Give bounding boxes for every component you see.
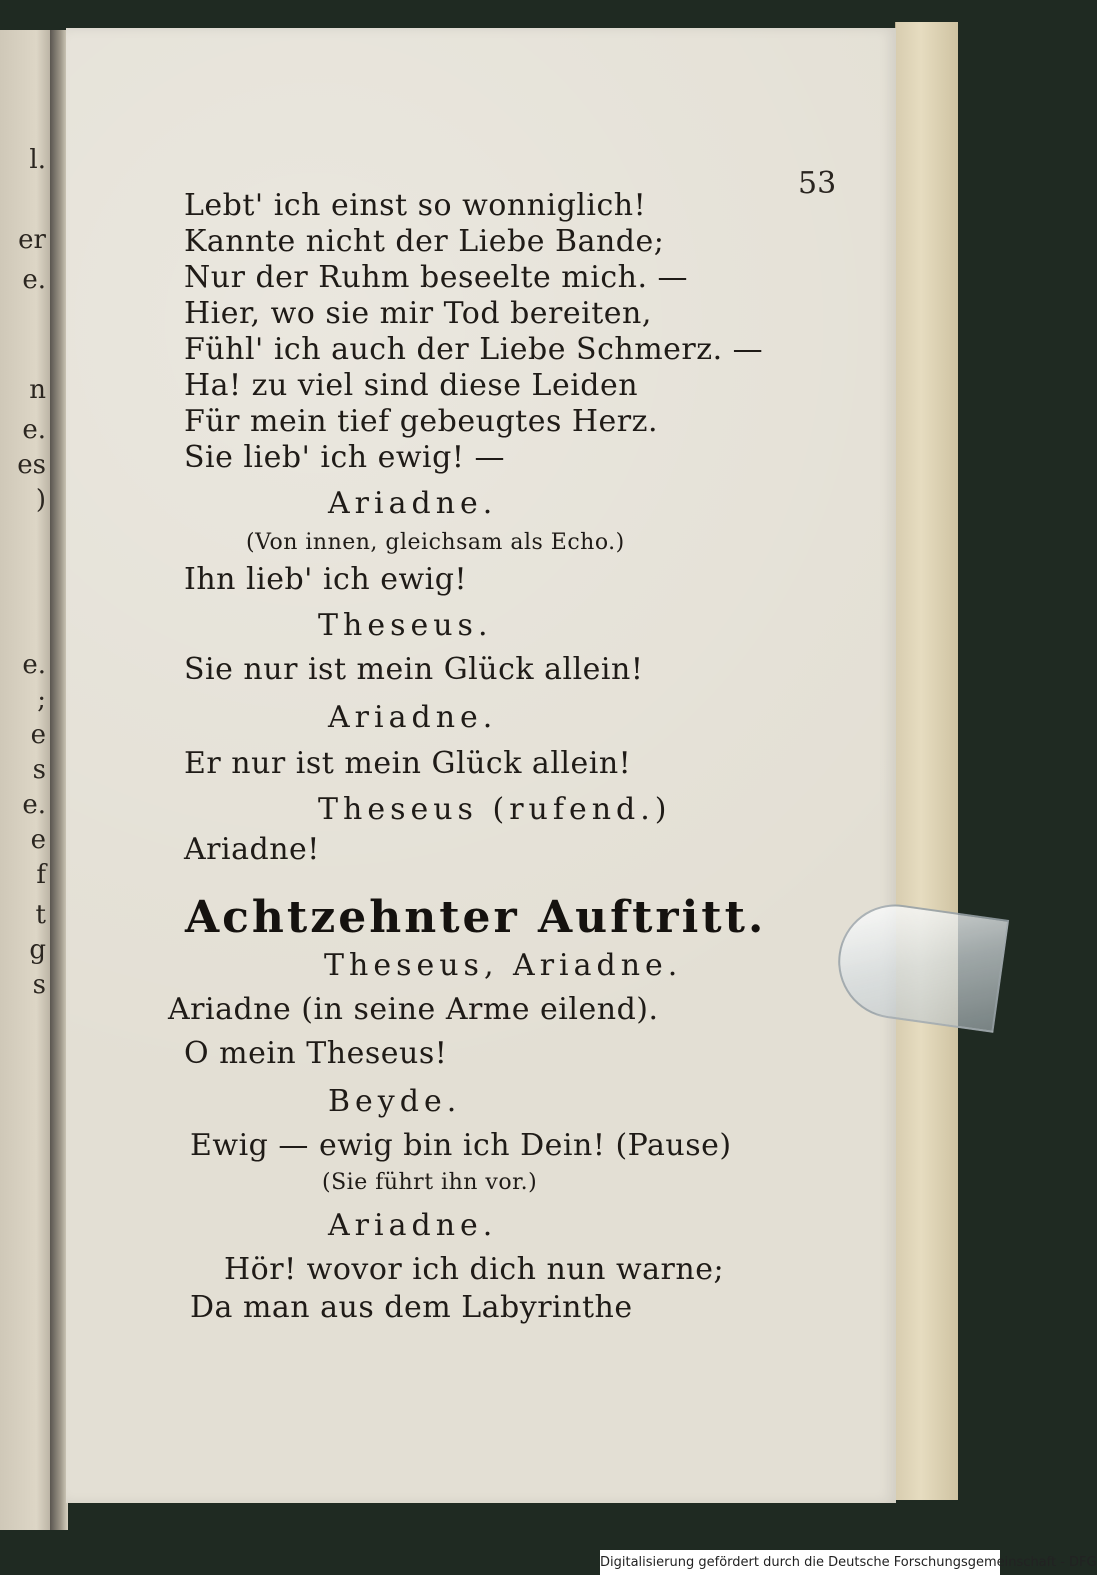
- speaker-name: Theseus (rufend.): [318, 792, 672, 827]
- speaker-with-direction: Ariadne (in seine Arme eilend).: [168, 992, 659, 1027]
- previous-page-fragment: e: [30, 825, 46, 855]
- book-page: [66, 28, 896, 1503]
- previous-page-fragment: er: [18, 225, 46, 255]
- speaker-name: Ariadne.: [328, 700, 498, 735]
- verse-line: Kannte nicht der Liebe Bande;: [184, 224, 665, 259]
- digitization-credit: Digitalisierung gefördert durch die Deutsche Forschungsgemeinschaft - DFG: [600, 1550, 1000, 1575]
- stage-direction: (Von innen, gleichsam als Echo.): [246, 530, 625, 555]
- verse-line: Er nur ist mein Glück allein!: [184, 746, 632, 781]
- previous-page-fragment: e: [30, 720, 46, 750]
- previous-page-fragment: e.: [22, 415, 46, 445]
- speaker-name: Ariadne.: [328, 1208, 498, 1243]
- verse-line: Sie nur ist mein Glück allein!: [184, 652, 644, 687]
- verse-line: Ariadne!: [184, 832, 320, 867]
- verse-line: Hier, wo sie mir Tod bereiten,: [184, 296, 652, 331]
- previous-page-fragment: t: [35, 900, 46, 930]
- page-number: 53: [798, 166, 837, 201]
- verse-line: Sie lieb' ich ewig! —: [184, 440, 505, 475]
- previous-page-fragment: es: [17, 450, 46, 480]
- verse-line: Ha! zu viel sind diese Leiden: [184, 368, 639, 403]
- verse-line: Ewig — ewig bin ich Dein! (Pause): [190, 1128, 732, 1163]
- previous-page-fragment: e.: [22, 650, 46, 680]
- verse-line: Da man aus dem Labyrinthe: [190, 1290, 633, 1325]
- verse-line: Lebt' ich einst so wonniglich!: [184, 188, 647, 223]
- verse-line: Für mein tief gebeugtes Herz.: [184, 404, 658, 439]
- stage-direction: (Sie führt ihn vor.): [322, 1170, 538, 1195]
- previous-page-fragment: ): [35, 485, 46, 515]
- previous-page-fragment: e.: [22, 790, 46, 820]
- verse-line: Ihn lieb' ich ewig!: [184, 562, 468, 597]
- previous-page-fragment: s: [32, 755, 46, 785]
- verse-line: Nur der Ruhm beseelte mich. —: [184, 260, 689, 295]
- previous-page-fragment: e.: [22, 265, 46, 295]
- verse-line: Hör! wovor ich dich nun warne;: [224, 1252, 725, 1287]
- speaker-name: Ariadne.: [328, 486, 498, 521]
- speaker-name: Beyde.: [328, 1084, 462, 1119]
- previous-page-fragment: n: [29, 375, 46, 405]
- previous-page-fragment: g: [29, 935, 46, 965]
- character-list: Theseus, Ariadne.: [324, 948, 683, 983]
- previous-page-fragment: s: [32, 970, 46, 1000]
- previous-page-fragment: l.: [29, 145, 46, 175]
- previous-page-fragment: ;: [37, 685, 46, 715]
- speaker-name: Theseus.: [318, 608, 493, 643]
- scene-heading: Achtzehnter Auftritt.: [185, 892, 767, 943]
- verse-line: Fühl' ich auch der Liebe Schmerz. —: [184, 332, 764, 367]
- previous-page-fragment: f: [36, 860, 46, 890]
- verse-line: O mein Theseus!: [184, 1036, 448, 1071]
- book-page-edges: [895, 22, 958, 1500]
- previous-page-edge: [0, 30, 52, 1530]
